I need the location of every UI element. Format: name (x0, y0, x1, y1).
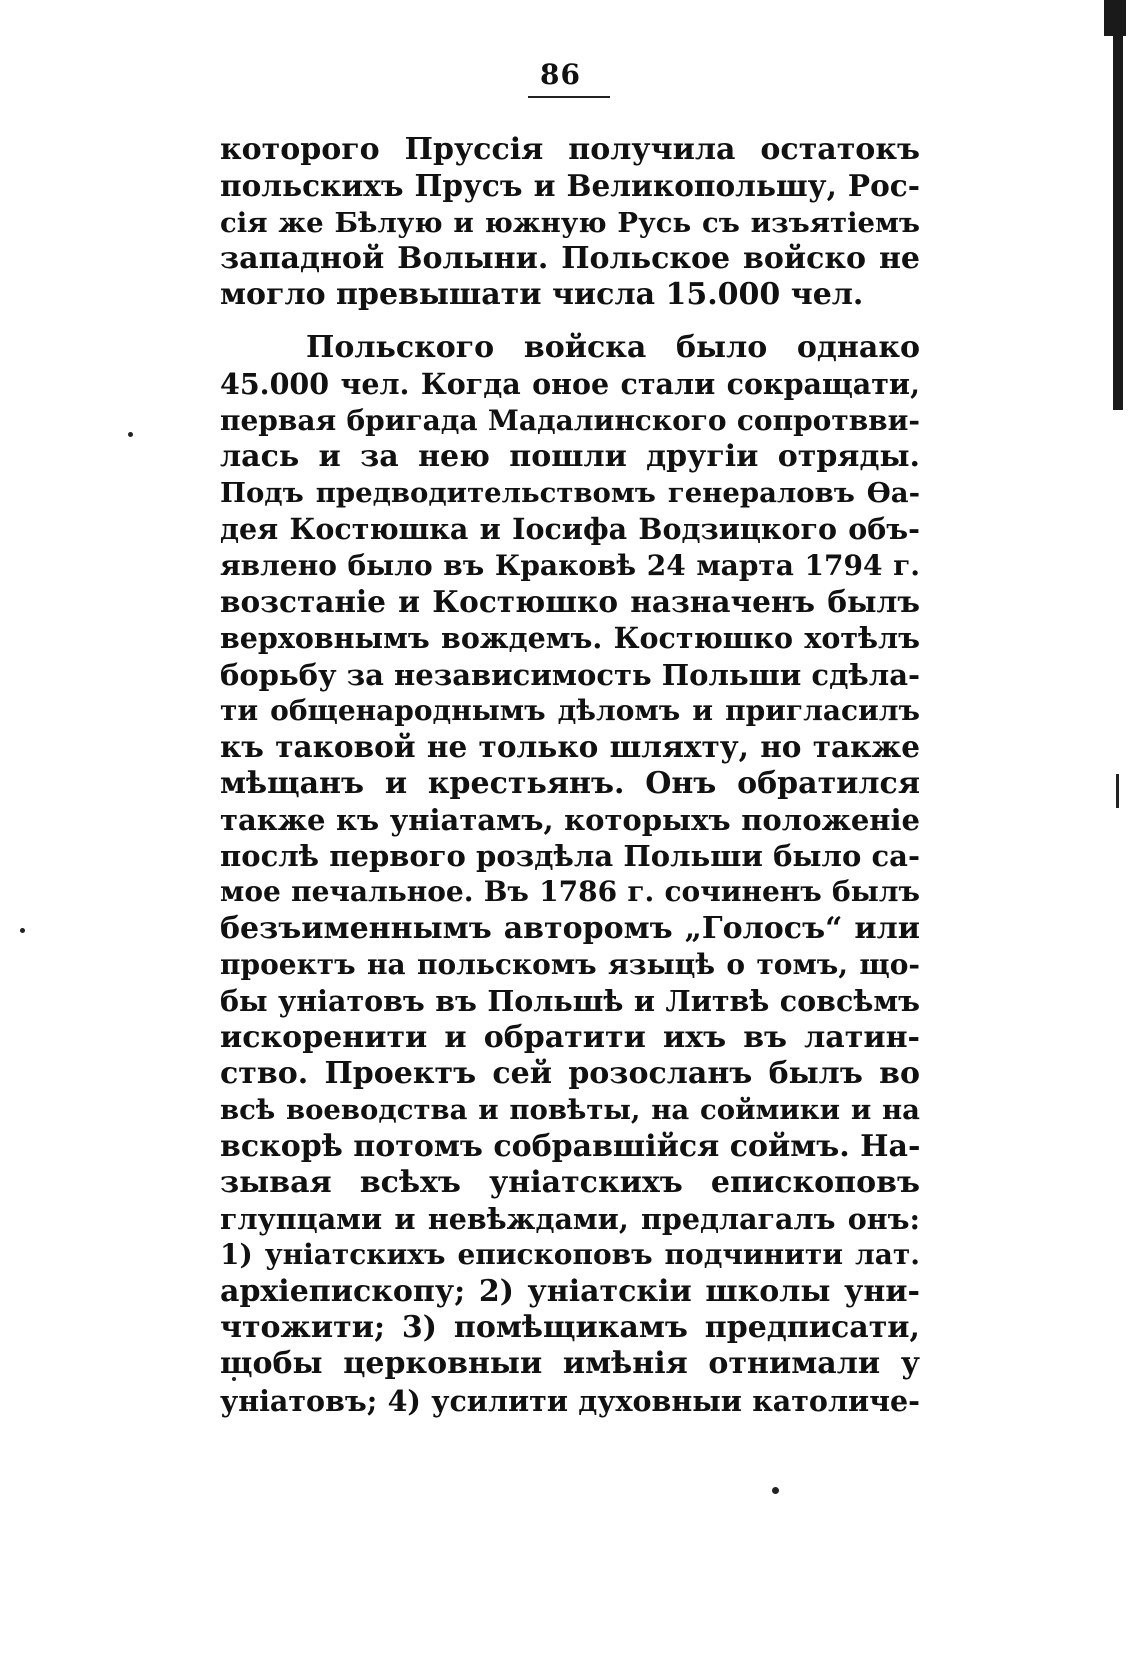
text-line: послѣ первого роздѣла Польши было са- (220, 839, 920, 874)
text-line: сія же Бѣлую и южную Русь съ изъятіемъ (220, 206, 920, 239)
scan-mark (1116, 774, 1119, 808)
text-line: первая бригада Мадалинского сопротвви- (220, 403, 920, 437)
scan-binding-shadow (1113, 30, 1123, 410)
text-line: мѣщанъ и крестьянъ. Онъ обратился (220, 765, 920, 801)
text-line: ство. Проектъ сей розосланъ былъ во (220, 1055, 920, 1091)
text-line: возстаніе и Костюшко назначенъ былъ (220, 584, 920, 620)
text-line: западной Волыни. Польское войско не (220, 240, 920, 276)
text-line: архіепископу; 2) уніатскіи школы уни- (220, 1273, 920, 1309)
text-line: къ таковой не только шляхту, но также (220, 729, 920, 765)
text-line: 1) уніатскихъ епископовъ подчинити лат. (220, 1238, 920, 1272)
text-line: ти общенароднымъ дѣломъ и пригласилъ (220, 693, 920, 727)
text-line: борьбу за независимость Польши сдѣла- (220, 657, 921, 692)
text-line: явлено было въ Краковѣ 24 марта 1794 г. (220, 548, 920, 582)
text-line: которого Пруссія получила остатокъ (220, 132, 920, 167)
text-line: щобы церковныи имѣнія отнимали у (220, 1346, 920, 1382)
scan-speck (20, 928, 25, 933)
text-line: польскихъ Прусъ и Великопольшу, Рос- (220, 168, 920, 204)
text-line: зывая всѣхъ уніатскихъ епископовъ (220, 1164, 920, 1200)
text-line: уніатовъ; 4) усилити духовныи католиче- (220, 1383, 920, 1418)
text-line: проектъ на польскомъ языцѣ о томъ, що- (220, 948, 920, 982)
text-line: бы уніатовъ въ Польшѣ и Литвѣ совсѣмъ (220, 984, 920, 1019)
text-line: мое печальное. Въ 1786 г. сочиненъ былъ (220, 875, 920, 909)
text-line: вскорѣ потомъ собравшійся соймъ. На- (220, 1128, 921, 1164)
text-line: безъименнымъ авторомъ „Голосъ“ или (220, 910, 920, 946)
text-line: глупцами и невѣждами, предлагалъ онъ: (220, 1202, 920, 1237)
text-line: Подъ предводительствомъ генераловъ Ѳа- (220, 477, 920, 510)
page-number: 86 (540, 58, 581, 91)
text-line: дея Костюшка и Іосифа Водзицкого объ- (220, 512, 920, 547)
text-line: чтожити; 3) помѣщикамъ предписати, (220, 1310, 920, 1346)
text-line: также къ уніатамъ, которыхъ положеніе (220, 802, 920, 837)
paragraph-2 (220, 330, 920, 1419)
text-line: искоренити и обратити ихъ въ латин- (220, 1019, 920, 1055)
paragraph-1 (220, 132, 920, 313)
text-line: Польского войска было однако (306, 330, 920, 365)
text-line: 45.000 чел. Когда оное стали сокращати, (220, 367, 920, 402)
page-number-rule (528, 96, 610, 98)
text-line: верховнымъ вождемъ. Костюшко хотѣлъ (220, 621, 920, 656)
scan-speck (128, 432, 133, 437)
text-line: всѣ воеводства и повѣты, на соймики и на (220, 1094, 920, 1127)
text-line: могло превышати числа 15.000 чел. (220, 277, 864, 313)
scan-speck (772, 1487, 779, 1494)
text-line: лась и за нею пошли другіи отряды. (220, 438, 920, 474)
